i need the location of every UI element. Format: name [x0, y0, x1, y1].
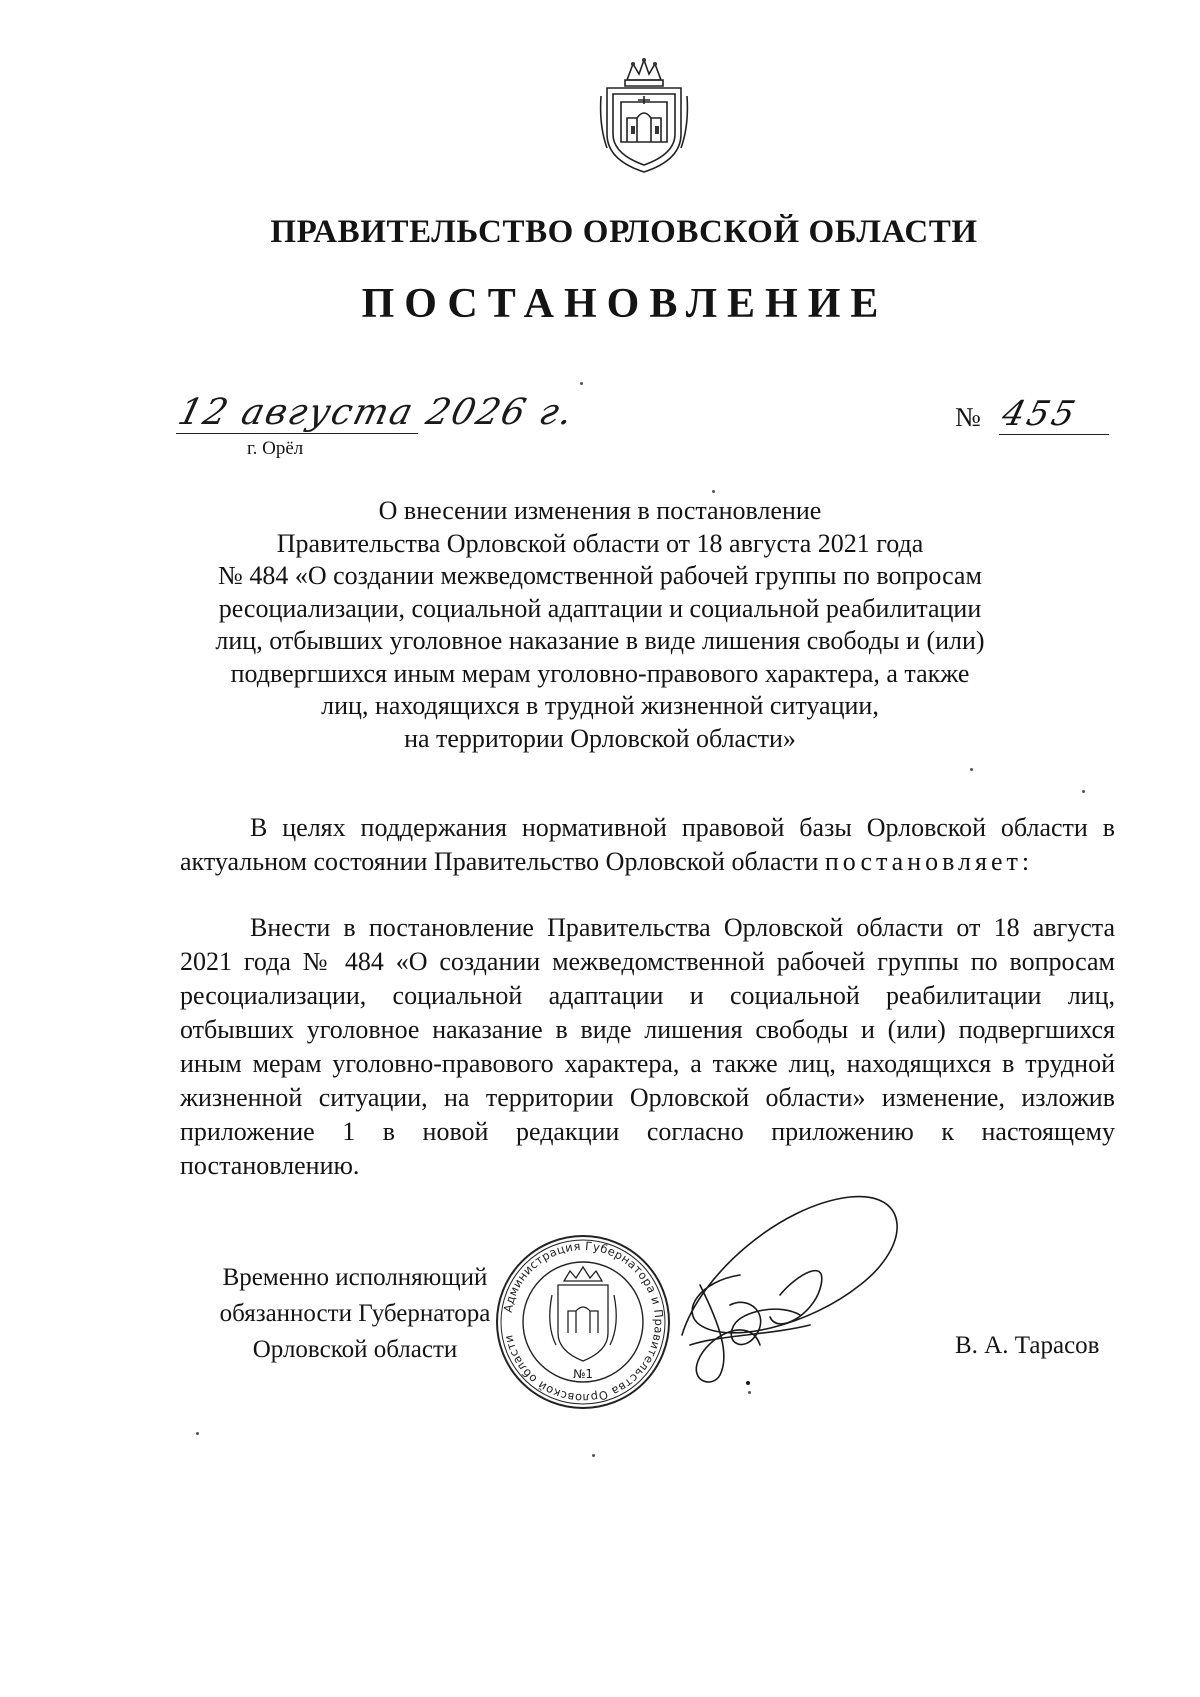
document-number: [955, 394, 1105, 440]
signer-title-line: обязанности Губернатора: [219, 1300, 491, 1327]
signer-name: В. А. Тарасов: [955, 1332, 1100, 1359]
organization-title: ПРАВИТЕЛЬСТВО ОРЛОВСКОЙ ОБЛАСТИ: [270, 214, 978, 250]
handwritten-date: 12 августа 2026 г.: [174, 392, 579, 433]
seal-number: №1: [572, 1367, 594, 1381]
signer-title-line: Временно исполняющий: [222, 1264, 488, 1291]
preamble-keyword: постановляет:: [824, 847, 1034, 876]
scan-speck: [592, 1454, 595, 1457]
subject-line: на территории Орловской области»: [404, 723, 796, 753]
subject-line: лиц, находящихся в трудной жизненной ситуации,: [321, 691, 879, 720]
scan-speck: [748, 1391, 751, 1394]
subject-line: лиц, отбывших уголовное наказание в виде лишения свободы и (или): [215, 626, 985, 655]
subject-line: ресоциализации, социальной адаптации и социальной реабилитации: [218, 593, 982, 623]
number-underline: [999, 434, 1109, 435]
subject-line: подвергшихся иным мерам уголовно-правового характера, а также: [230, 658, 970, 688]
place-of-issue: г. Орёл: [247, 438, 304, 459]
official-seal-icon: [494, 1233, 672, 1411]
document-type: ПОСТАНОВЛЕНИЕ: [361, 281, 889, 327]
document-subject: [150, 495, 1050, 755]
scan-speck: [196, 1432, 199, 1435]
coat-of-arms-icon: [597, 56, 691, 176]
number-sign: №: [955, 402, 981, 432]
seal-text: Администрация Губернатора и Правительства Орловской области: [500, 1238, 667, 1406]
resolution-paragraph: Внести в постановление Правительства Орловской области от 18 августа 2021 года № 484 «О создании межведомственной рабочей группы по вопросам ресоциализации, социальной адаптации и социальной реабилитации лиц, отбывших уголовное наказание в виде лишения свободы и (или) подвергшихся иным мерам уголовно-правового характера, а также лиц, находящихся в трудной жизненной ситуации, на территории Орловской области» изменение, изложив приложение 1 в новой редакции согласно приложению к настоящему постановлению.: [180, 913, 1115, 1180]
subject-line: О внесении изменения в постановление: [378, 496, 822, 525]
scan-speck: [580, 382, 583, 385]
handwritten-signature-icon: [660, 1185, 920, 1405]
date-underline: [176, 433, 418, 434]
signer-title: [185, 1260, 525, 1368]
signer-title-line: Орловской области: [252, 1336, 458, 1363]
preamble-paragraph: [180, 811, 1115, 879]
handwritten-number: 455: [998, 394, 1082, 434]
scan-speck: [970, 768, 973, 771]
subject-line: № 484 «О создании межведомственной рабочей группы по вопросам: [218, 561, 982, 590]
scan-speck: [1082, 790, 1085, 793]
subject-line: Правительства Орловской области от 18 августа 2021 года: [276, 528, 924, 558]
preamble-text: В целях поддержания нормативной правовой базы Орловской области в актуальном состоянии Правительство Орловской области: [180, 813, 1115, 876]
scan-speck: [712, 490, 715, 493]
